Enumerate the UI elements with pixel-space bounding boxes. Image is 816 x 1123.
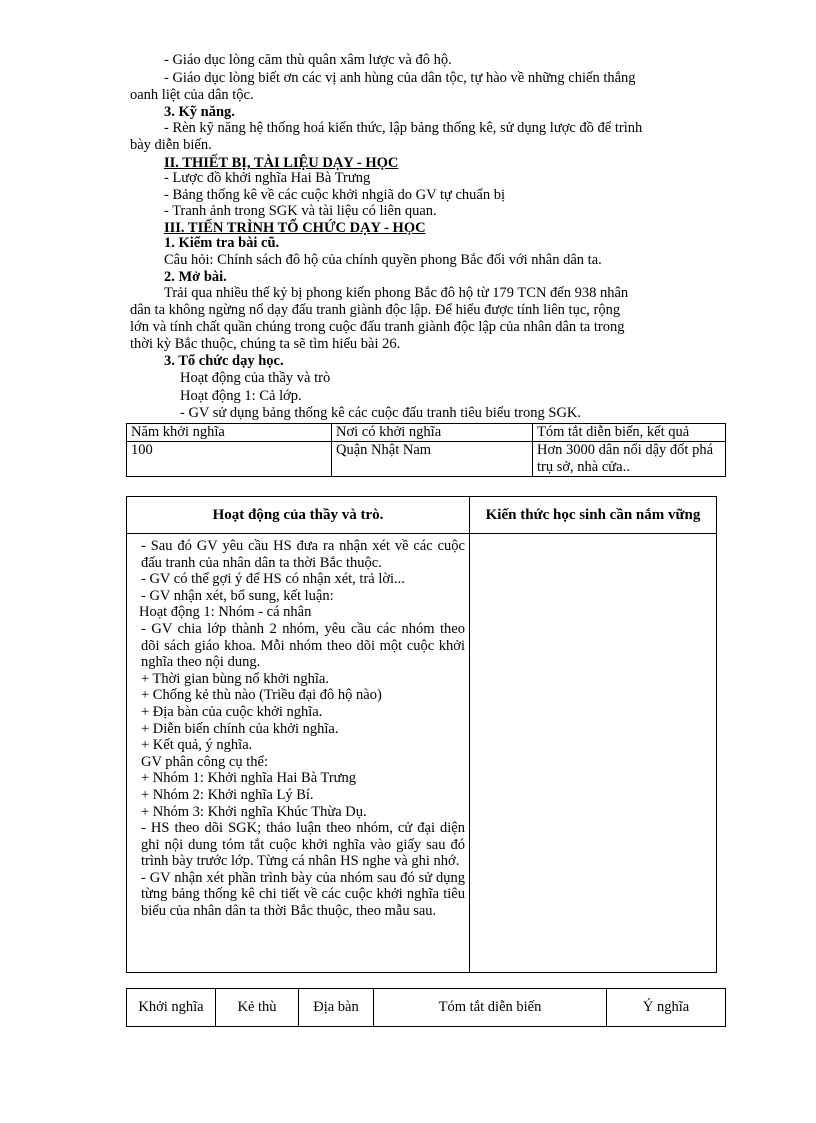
equipment-item-3: - Tranh ảnh trong SGK và tài liệu có liên quan. [164,203,437,219]
activity-line: Hoạt động 1: Nhóm - cá nhân [139,604,312,621]
goal-line-1: - Giáo dục lòng căm thù quân xâm lược và đô hộ. [164,52,452,68]
open-heading: 2. Mở bài. [164,269,227,285]
goal-line-2: - Giáo dục lòng biết ơn các vị anh hùng của dân tộc, tự hào về những chiến thắng [164,70,636,86]
cell-summary: Hơn 3000 dân nổi dậy đốt phá trụ sở, nhà cửa.. [533,442,726,477]
skills-line-1: - Rèn kỹ năng hệ thống hoá kiến thức, lập bảng thống kê, sử dụng lược đồ để trình [164,120,643,136]
activity-line: + Diễn biến chính của khởi nghĩa. [141,720,339,737]
table-header-row [127,989,726,1027]
equipment-heading: II. THIẾT BỊ, TÀI LIỆU DẠY - HỌC [164,155,399,171]
org-heading: 3. Tổ chức dạy học. [164,353,284,369]
org-line-1: Hoạt động của thầy và trò [180,370,331,386]
uprising-template-table [126,988,726,1027]
equipment-item-2: - Bảng thống kê về các cuộc khởi nhgiã do GV tự chuẩn bị [164,187,506,203]
activities-table [126,496,717,973]
open-line-3: lớn và tính chất quần chúng trong cuộc đấu tranh giành độc lập của nhân dân ta trong [130,319,625,335]
activity-line: + Chống kẻ thù nào (Triều đại đô hộ nào) [141,687,382,704]
table-row [127,534,717,973]
open-line-1: Trải qua nhiều thế kỷ bị phong kiến phong Bắc đô hộ từ 179 TCN đến 938 nhân [164,285,629,301]
activity-line: - GV nhận xét phần trình bày của nhóm sau đó sử dụng từng bảng thống kê chi tiết về các cuộc khởi nghĩa tiêu biểu của nhân dân ta thời Bắc thuộc, theo mẫu sau. [141,869,465,920]
header-knowledge: Kiến thức học sinh cần nắm vững [470,497,717,534]
activity-line: GV phân công cụ thể: [141,753,268,770]
table-header-row [127,424,726,442]
activity-line: + Nhóm 3: Khởi nghĩa Khúc Thừa Dụ. [141,803,367,820]
cell-place: Quận Nhật Nam [332,442,533,477]
activity-line: - GV có thể gợi ý để HS có nhận xét, trả lời... [141,571,405,588]
activity-line: + Kết quả, ý nghĩa. [141,737,253,754]
activity-line: - HS theo dõi SGK; thảo luận theo nhóm, cử đại diện ghi nội dung tóm tắt cuộc khởi nghĩa vào giấy sau đó trình bày trước lớp. Từng cá nhân HS nghe và ghi nhớ. [141,820,465,870]
header-place: Nơi có khởi nghĩa [332,424,533,442]
header-year: Năm khởi nghĩa [127,424,332,442]
header-summary: Tóm tắt diễn biến [374,989,607,1027]
knowledge-cell [470,534,717,973]
cell-year: 100 [127,442,332,477]
header-summary: Tóm tắt diễn biến, kết quả [533,424,726,442]
table-row [127,442,726,477]
header-enemy: Kẻ thù [216,989,299,1027]
open-line-2: dân ta không ngừng nổ dạy đấu tranh giành độc lập. Để hiểu được tính liên tục, rộng [130,302,621,318]
activity-line: - GV nhận xét, bổ sung, kết luận: [141,587,334,604]
open-line-4: thời kỳ Bắc thuộc, chúng ta sẽ tìm hiểu bài 26. [130,336,401,352]
activity-line: - Sau đó GV yêu cầu HS đưa ra nhận xét về các cuộc đấu tranh của nhân dân ta thời Bắc thuộc. [141,538,465,571]
activity-line: + Nhóm 2: Khởi nghĩa Lý Bí. [141,786,314,803]
activity-line: + Địa bàn của cuộc khởi nghĩa. [141,703,323,720]
header-activities: Hoạt động của thầy và trò. [127,497,470,534]
check-heading: 1. Kiểm tra bài cũ. [164,235,280,251]
header-area: Địa bàn [299,989,374,1027]
skills-line-2: bày diễn biến. [130,137,212,153]
table-header-row [127,497,717,534]
uprising-summary-table [126,423,726,477]
activities-cell [127,534,470,973]
activity-line: + Thời gian bùng nổ khởi nghĩa. [141,670,329,687]
equipment-item-1: - Lược đồ khởi nghĩa Hai Bà Trưng [164,170,371,186]
org-line-2: Hoạt động 1: Cả lớp. [180,388,302,404]
check-question: Câu hỏi: Chính sách đô hộ của chính quyền phong Bắc đối với nhân dân ta. [164,252,602,268]
goal-line-3: oanh liệt của dân tộc. [130,87,254,103]
process-heading: III. TIẾN TRÌNH TỔ CHỨC DẠY - HỌC [164,220,426,236]
header-uprising: Khởi nghĩa [127,989,216,1027]
activity-line: + Nhóm 1: Khởi nghĩa Hai Bà Trưng [141,770,357,787]
skills-heading: 3. Kỹ năng. [164,104,235,120]
activity-line: - GV chia lớp thành 2 nhóm, yêu cầu các nhóm theo dõi sách giáo khoa. Mỗi nhóm theo dõi một cuộc khởi nghĩa theo nội dung. [141,620,465,671]
header-meaning: Ý nghĩa [607,989,726,1027]
org-line-3: - GV sử dụng bảng thống kê các cuộc đấu tranh tiêu biểu trong SGK. [180,405,582,421]
